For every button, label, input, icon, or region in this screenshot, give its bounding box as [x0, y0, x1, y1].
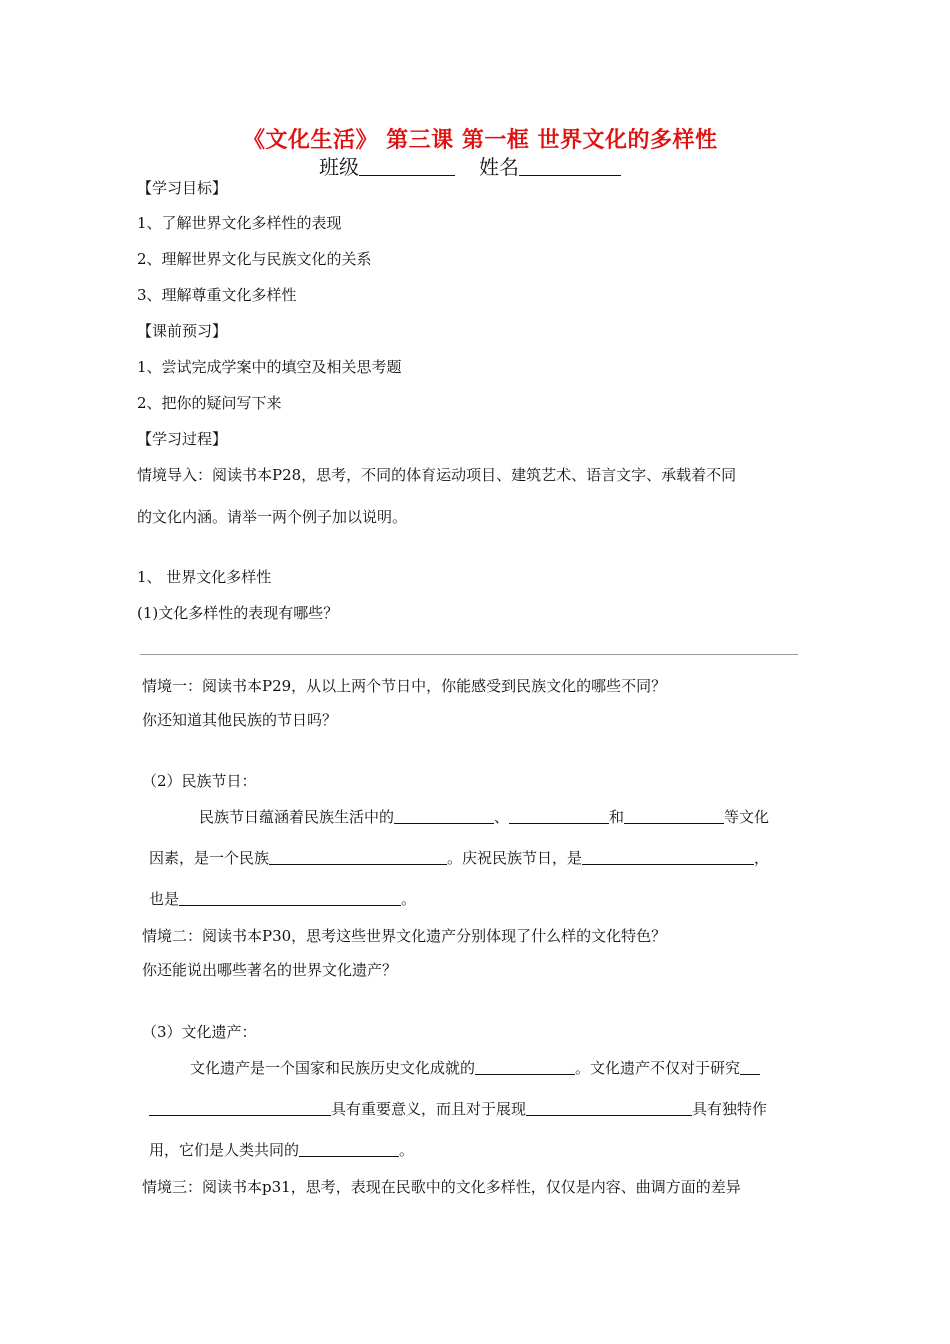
fill-blank[interactable] [394, 807, 494, 824]
question-1: (1)文化多样性的表现有哪些？ [137, 604, 339, 622]
fill-blank[interactable] [149, 1099, 331, 1116]
situation-1-line-2: 你还知道其他民族的节日吗？ [142, 711, 338, 729]
situation-3: 情境三：阅读书本p31，思考，表现在民歌中的文化多样性，仅仅是内容、曲调方面的差异 [142, 1178, 741, 1196]
objective-item: 1、了解世界文化多样性的表现 [137, 214, 342, 232]
intro-text-line-1: 情境导入：阅读书本P28，思考，不同的体育运动项目、建筑艺术、语言文字、承载着不同 [137, 466, 737, 484]
fill-blank[interactable] [269, 848, 447, 865]
intro-text-line-2: 的文化内涵。请举一两个例子加以说明。 [137, 508, 408, 526]
class-label: 班级 [319, 155, 359, 179]
preview-heading: 【课前预习】 [137, 322, 228, 340]
objective-item: 2、理解世界文化与民族文化的关系 [137, 250, 372, 268]
name-blank[interactable] [519, 159, 621, 176]
fill-blank[interactable] [740, 1058, 760, 1075]
festival-paragraph-line-3: 也是 。 [149, 890, 417, 908]
process-heading: 【学习过程】 [137, 430, 228, 448]
heritage-paragraph-line-3: 用，它们是人类共同的 。 [149, 1141, 415, 1159]
fill-blank[interactable] [509, 807, 609, 824]
question-2: （2）民族节日： [142, 772, 257, 790]
question-3: （3）文化遗产： [142, 1023, 257, 1041]
heritage-paragraph-line-1: 文化遗产是一个国家和民族历史文化成就的 。文化遗产不仅对于研究 [190, 1058, 760, 1078]
situation-1-line-1: 情境一：阅读书本P29，从以上两个节日中，你能感受到民族文化的哪些不同？ [142, 677, 667, 695]
page-title: 《文化生活》 第三课 第一框 世界文化的多样性 [243, 127, 718, 153]
situation-2-line-2: 你还能说出哪些著名的世界文化遗产？ [142, 961, 398, 979]
answer-line[interactable] [140, 654, 798, 655]
name-label: 姓名 [479, 155, 519, 179]
fill-blank[interactable] [624, 807, 724, 824]
heritage-paragraph-line-2: 具有重要意义，而且对于展现 具有独特作 [149, 1099, 767, 1119]
class-name-row [319, 151, 621, 180]
festival-paragraph-line-1: 民族节日蕴涵着民族生活中的 、 和 等文化 [199, 808, 770, 826]
fill-blank[interactable] [526, 1099, 692, 1116]
section-1-heading: 1、 世界文化多样性 [137, 568, 272, 586]
fill-blank[interactable] [582, 848, 754, 865]
fill-blank[interactable] [179, 889, 401, 906]
preview-item: 1、尝试完成学案中的填空及相关思考题 [137, 358, 402, 376]
objective-item: 3、理解尊重文化多样性 [137, 286, 297, 304]
fill-blank[interactable] [475, 1058, 575, 1075]
class-blank[interactable] [359, 159, 455, 176]
objectives-heading: 【学习目标】 [137, 179, 228, 197]
fill-blank[interactable] [299, 1140, 399, 1157]
preview-item: 2、把你的疑问写下来 [137, 394, 282, 412]
situation-2-line-1: 情境二：阅读书本P30，思考这些世界文化遗产分别体现了什么样的文化特色？ [142, 927, 667, 945]
festival-paragraph-line-2: 因素，是一个民族 。庆祝民族节日，是 ， [149, 849, 770, 867]
